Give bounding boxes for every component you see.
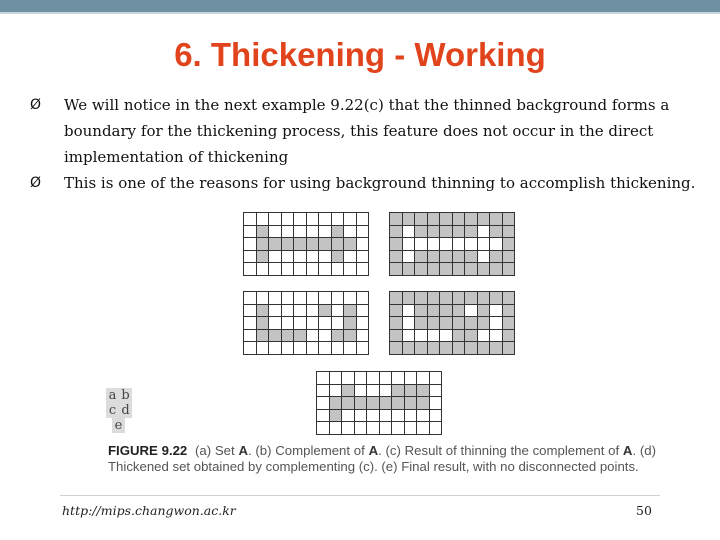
grid-cell <box>367 372 379 384</box>
grid-cell <box>503 305 515 317</box>
grid-cell <box>244 292 256 304</box>
grid-cell <box>415 263 427 275</box>
grid-cell <box>319 251 331 263</box>
grid-cell <box>503 226 515 238</box>
grid-cell <box>330 385 342 397</box>
grid-cell <box>390 305 402 317</box>
grid-cell <box>357 342 369 354</box>
grid-cell <box>465 342 477 354</box>
grid-cell <box>344 251 356 263</box>
grid-cell <box>307 263 319 275</box>
grid-cell <box>355 422 367 434</box>
grid-cell <box>440 226 452 238</box>
grid-cell <box>319 292 331 304</box>
grid-cell <box>269 238 281 250</box>
grid-cell <box>490 305 502 317</box>
grid-cell <box>390 317 402 329</box>
panel-b-grid <box>389 212 515 276</box>
grid-cell <box>294 238 306 250</box>
grid-cell <box>380 372 392 384</box>
grid-cell <box>415 305 427 317</box>
grid-cell <box>319 342 331 354</box>
grid-cell <box>282 342 294 354</box>
grid-cell <box>392 372 404 384</box>
grid-cell <box>332 330 344 342</box>
grid-cell <box>440 330 452 342</box>
grid-cell <box>257 213 269 225</box>
grid-cell <box>417 372 429 384</box>
grid-cell <box>428 342 440 354</box>
panel-d-grid <box>389 291 515 355</box>
grid-cell <box>415 213 427 225</box>
grid-cell <box>490 251 502 263</box>
grid-cell <box>367 410 379 422</box>
grid-cell <box>490 226 502 238</box>
grid-cell <box>332 238 344 250</box>
grid-cell <box>428 213 440 225</box>
grid-cell <box>319 330 331 342</box>
grid-cell <box>307 330 319 342</box>
grid-cell <box>417 422 429 434</box>
grid-cell <box>257 226 269 238</box>
grid-cell <box>342 422 354 434</box>
grid-cell <box>465 263 477 275</box>
grid-cell <box>344 305 356 317</box>
grid-cell <box>269 330 281 342</box>
grid-cell <box>428 330 440 342</box>
grid-cell <box>355 385 367 397</box>
grid-cell <box>440 251 452 263</box>
caption-text: . (b) Complement of <box>247 443 369 458</box>
grid-cell <box>403 238 415 250</box>
grid-cell <box>403 317 415 329</box>
grid-cell <box>357 330 369 342</box>
grid-cell <box>390 238 402 250</box>
grid-cell <box>415 251 427 263</box>
grid-cell <box>367 422 379 434</box>
grid-cell <box>430 422 442 434</box>
grid-cell <box>294 226 306 238</box>
caption-text: . (d) Thickened set obtained by complementing (c). (e) Final result, with no disconnected points. <box>108 443 656 474</box>
grid-cell <box>244 263 256 275</box>
arrow-bullet-icon: Ø <box>30 97 42 113</box>
grid-cell <box>244 238 256 250</box>
bullet-item <box>30 170 710 196</box>
grid-cell <box>294 342 306 354</box>
grid-cell <box>417 385 429 397</box>
grid-cell <box>415 330 427 342</box>
bullet-list <box>30 92 710 196</box>
bullet-line: We will notice in the next example 9.22(c) that the thinned background forms a <box>64 96 670 114</box>
grid-cell <box>244 251 256 263</box>
grid-cell <box>244 213 256 225</box>
grid-cell <box>332 213 344 225</box>
grid-cell <box>244 330 256 342</box>
grid-cell <box>478 251 490 263</box>
grid-cell <box>490 317 502 329</box>
grid-cell <box>330 410 342 422</box>
grid-cell <box>344 317 356 329</box>
grid-cell <box>257 330 269 342</box>
grid-cell <box>503 263 515 275</box>
grid-cell <box>453 226 465 238</box>
panel-label-e: e <box>112 418 125 433</box>
grid-cell <box>282 263 294 275</box>
grid-cell <box>355 410 367 422</box>
grid-cell <box>307 317 319 329</box>
grid-cell <box>430 385 442 397</box>
grid-cell <box>257 238 269 250</box>
grid-cell <box>403 330 415 342</box>
grid-cell <box>319 317 331 329</box>
grid-cell <box>282 305 294 317</box>
grid-cell <box>317 397 329 409</box>
grid-cell <box>380 385 392 397</box>
grid-cell <box>415 292 427 304</box>
grid-cell <box>403 213 415 225</box>
grid-cell <box>490 263 502 275</box>
grid-cell <box>244 342 256 354</box>
grid-cell <box>453 330 465 342</box>
grid-cell <box>269 317 281 329</box>
grid-cell <box>392 397 404 409</box>
grid-cell <box>269 305 281 317</box>
grid-cell <box>405 397 417 409</box>
grid-cell <box>478 305 490 317</box>
grid-cell <box>465 226 477 238</box>
grid-cell <box>307 292 319 304</box>
grid-cell <box>332 226 344 238</box>
grid-cell <box>332 251 344 263</box>
grid-cell <box>330 422 342 434</box>
grid-cell <box>465 330 477 342</box>
grid-cell <box>244 317 256 329</box>
grid-cell <box>392 410 404 422</box>
slide-title: 6. Thickening - Working <box>174 36 546 73</box>
grid-cell <box>307 238 319 250</box>
figure-caption <box>108 443 656 475</box>
bullet-item <box>30 92 710 170</box>
grid-cell <box>330 397 342 409</box>
grid-cell <box>415 317 427 329</box>
grid-cell <box>428 238 440 250</box>
grid-cell <box>403 292 415 304</box>
grid-cell <box>478 226 490 238</box>
grid-cell <box>490 342 502 354</box>
grid-cell <box>342 372 354 384</box>
grid-cell <box>294 251 306 263</box>
panel-label-d: d <box>119 403 132 418</box>
grid-cell <box>490 238 502 250</box>
grid-cell <box>344 238 356 250</box>
grid-cell <box>478 263 490 275</box>
grid-cell <box>307 226 319 238</box>
grid-cell <box>440 292 452 304</box>
grid-cell <box>257 317 269 329</box>
grid-cell <box>332 342 344 354</box>
grid-cell <box>428 305 440 317</box>
grid-cell <box>390 226 402 238</box>
grid-cell <box>415 226 427 238</box>
grid-cell <box>344 263 356 275</box>
grid-cell <box>478 317 490 329</box>
grid-cell <box>357 292 369 304</box>
grid-cell <box>342 410 354 422</box>
grid-cell <box>403 305 415 317</box>
grid-cell <box>392 422 404 434</box>
grid-cell <box>478 330 490 342</box>
grid-cell <box>453 238 465 250</box>
grid-cell <box>344 213 356 225</box>
grid-cell <box>257 305 269 317</box>
grid-cell <box>357 305 369 317</box>
grid-cell <box>294 330 306 342</box>
grid-cell <box>282 317 294 329</box>
grid-cell <box>503 251 515 263</box>
grid-cell <box>344 226 356 238</box>
panel-label-a: a <box>106 388 119 403</box>
caption-set-name: A <box>238 443 248 458</box>
panel-labels <box>106 388 132 433</box>
grid-cell <box>269 226 281 238</box>
grid-cell <box>380 397 392 409</box>
grid-cell <box>367 397 379 409</box>
grid-cell <box>355 397 367 409</box>
top-rule <box>0 0 720 12</box>
grid-cell <box>282 213 294 225</box>
grid-cell <box>282 292 294 304</box>
grid-cell <box>257 251 269 263</box>
grid-cell <box>317 410 329 422</box>
grid-cell <box>465 292 477 304</box>
grid-cell <box>440 213 452 225</box>
grid-cell <box>367 385 379 397</box>
caption-text: (a) Set <box>195 443 239 458</box>
grid-cell <box>257 263 269 275</box>
grid-cell <box>317 385 329 397</box>
grid-cell <box>503 292 515 304</box>
grid-cell <box>453 263 465 275</box>
grid-cell <box>319 305 331 317</box>
grid-cell <box>357 238 369 250</box>
panel-e-grid <box>316 371 442 435</box>
panel-label-c: c <box>106 403 119 418</box>
grid-cell <box>294 305 306 317</box>
grid-cell <box>332 292 344 304</box>
grid-cell <box>380 410 392 422</box>
grid-cell <box>430 410 442 422</box>
grid-cell <box>453 251 465 263</box>
grid-cell <box>282 238 294 250</box>
grid-cell <box>319 238 331 250</box>
grid-cell <box>453 305 465 317</box>
grid-cell <box>332 263 344 275</box>
grid-cell <box>453 317 465 329</box>
grid-cell <box>430 397 442 409</box>
grid-cell <box>294 213 306 225</box>
grid-cell <box>317 372 329 384</box>
grid-cell <box>332 305 344 317</box>
grid-cell <box>307 251 319 263</box>
panel-label-b: b <box>119 388 132 403</box>
grid-cell <box>478 213 490 225</box>
grid-cell <box>403 251 415 263</box>
grid-cell <box>344 292 356 304</box>
grid-cell <box>428 226 440 238</box>
grid-cell <box>440 305 452 317</box>
grid-cell <box>403 226 415 238</box>
grid-cell <box>390 213 402 225</box>
grid-cell <box>357 251 369 263</box>
grid-cell <box>503 317 515 329</box>
grid-cell <box>390 330 402 342</box>
bullet-line: implementation of thickening <box>64 148 289 166</box>
grid-cell <box>428 292 440 304</box>
grid-cell <box>490 292 502 304</box>
grid-cell <box>380 422 392 434</box>
grid-cell <box>405 410 417 422</box>
grid-cell <box>503 342 515 354</box>
grid-cell <box>307 342 319 354</box>
grid-cell <box>478 292 490 304</box>
caption-set-name: A <box>368 443 379 458</box>
grid-cell <box>440 263 452 275</box>
panel-c-grid <box>243 291 369 355</box>
grid-cell <box>269 213 281 225</box>
grid-cell <box>440 238 452 250</box>
grid-cell <box>357 226 369 238</box>
grid-cell <box>317 422 329 434</box>
grid-cell <box>403 342 415 354</box>
grid-cell <box>405 422 417 434</box>
grid-cell <box>428 251 440 263</box>
grid-cell <box>294 292 306 304</box>
grid-cell <box>465 251 477 263</box>
grid-cell <box>294 317 306 329</box>
grid-cell <box>307 305 319 317</box>
grid-cell <box>465 305 477 317</box>
grid-cell <box>453 213 465 225</box>
grid-cell <box>390 292 402 304</box>
grid-cell <box>344 342 356 354</box>
grid-cell <box>430 372 442 384</box>
grid-cell <box>503 330 515 342</box>
grid-cell <box>357 263 369 275</box>
footer-rule <box>60 495 660 496</box>
grid-cell <box>415 238 427 250</box>
grid-cell <box>465 213 477 225</box>
grid-cell <box>428 317 440 329</box>
grid-cell <box>390 342 402 354</box>
grid-cell <box>415 342 427 354</box>
grid-cell <box>440 342 452 354</box>
grid-cell <box>257 292 269 304</box>
grid-cell <box>244 305 256 317</box>
grid-cell <box>417 410 429 422</box>
footer-url: http://mips.changwon.ac.kr <box>62 503 236 518</box>
grid-cell <box>453 292 465 304</box>
grid-cell <box>453 342 465 354</box>
bullet-line: This is one of the reasons for using background thinning to accomplish thickening. <box>64 174 696 192</box>
grid-cell <box>390 263 402 275</box>
panel-a-grid <box>243 212 369 276</box>
grid-cell <box>440 317 452 329</box>
grid-cell <box>392 385 404 397</box>
grid-cell <box>269 342 281 354</box>
grid-cell <box>342 397 354 409</box>
grid-cell <box>307 213 319 225</box>
grid-cell <box>244 226 256 238</box>
grid-cell <box>490 213 502 225</box>
grid-cell <box>465 238 477 250</box>
grid-cell <box>405 372 417 384</box>
grid-cell <box>330 372 342 384</box>
caption-set-name: A <box>622 443 633 458</box>
grid-cell <box>319 213 331 225</box>
grid-cell <box>478 238 490 250</box>
grid-cell <box>357 213 369 225</box>
grid-cell <box>405 385 417 397</box>
grid-cell <box>282 330 294 342</box>
grid-cell <box>294 263 306 275</box>
grid-cell <box>465 317 477 329</box>
grid-cell <box>332 317 344 329</box>
grid-cell <box>269 292 281 304</box>
arrow-bullet-icon: Ø <box>30 175 42 191</box>
bullet-line: boundary for the thickening process, this feature does not occur in the direct <box>64 122 654 140</box>
grid-cell <box>319 263 331 275</box>
grid-cell <box>282 251 294 263</box>
grid-cell <box>417 397 429 409</box>
grid-cell <box>503 238 515 250</box>
grid-cell <box>269 263 281 275</box>
grid-cell <box>478 342 490 354</box>
grid-cell <box>344 330 356 342</box>
caption-text: . (c) Result of thinning the complement of <box>378 443 623 458</box>
grid-cell <box>428 263 440 275</box>
grid-cell <box>503 213 515 225</box>
figure-number: FIGURE 9.22 <box>108 443 188 458</box>
grid-cell <box>357 317 369 329</box>
grid-cell <box>257 342 269 354</box>
grid-cell <box>390 251 402 263</box>
grid-cell <box>403 263 415 275</box>
grid-cell <box>342 385 354 397</box>
grid-cell <box>269 251 281 263</box>
grid-cell <box>319 226 331 238</box>
page-number: 50 <box>636 503 652 518</box>
grid-cell <box>355 372 367 384</box>
grid-cell <box>282 226 294 238</box>
grid-cell <box>490 330 502 342</box>
